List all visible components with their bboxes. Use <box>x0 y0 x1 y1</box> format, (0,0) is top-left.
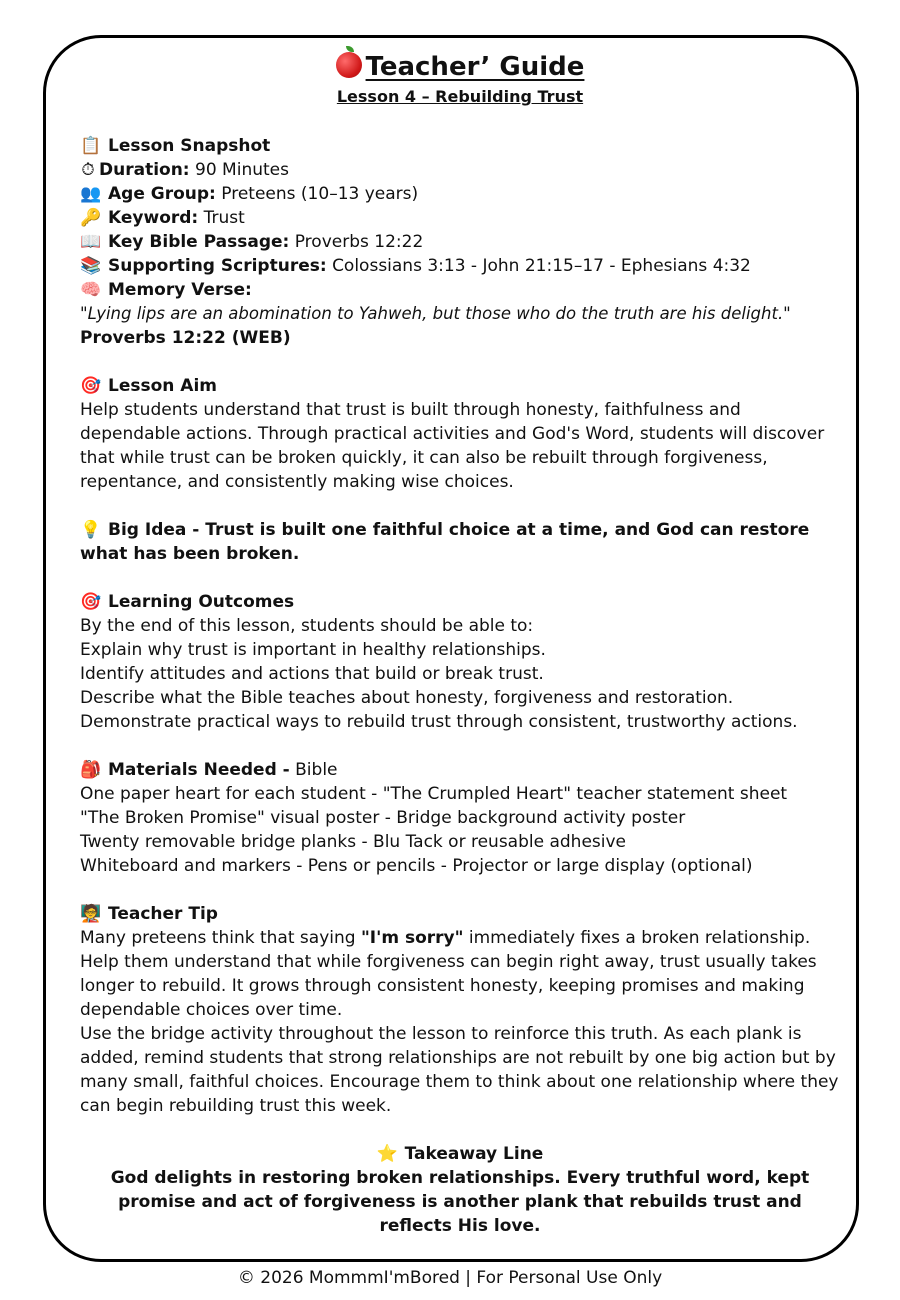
guide-content <box>80 38 840 1238</box>
tip-paragraph-1: Many preteens think that saying "I'm sorry" immediately fixes a broken relationship. Help them understand that while forgiveness can begin right away, trust usually takes longer to rebuild. It grows through consistent honesty, keeping promises and making dependable choices over time. <box>80 928 817 1020</box>
books-icon: 📚 <box>80 256 102 276</box>
copyright-footer: © 2026 MommmI'mBored | For Personal Use Only <box>237 1268 663 1288</box>
title-text: Teacher’ Guide <box>365 52 585 82</box>
guide-card <box>43 35 859 1262</box>
takeaway-text: God delights in restoring broken relationships. Every truthful word, kept promise and act of forgiveness is another plank that rebuilds trust and reflects His love. <box>110 1168 810 1236</box>
target-icon: 🎯 <box>80 592 102 612</box>
keyword-row: 🔑 Keyword: Trust <box>80 208 245 228</box>
clipboard-icon: 📋 <box>80 136 102 156</box>
takeaway-heading: ⭐ Takeaway Line <box>376 1144 544 1164</box>
materials-line: Twenty removable bridge planks - Blu Tack or reusable adhesive <box>80 832 627 852</box>
outcome-item: Demonstrate practical ways to rebuild trust through consistent, trustworthy actions. <box>80 712 798 732</box>
materials-line: One paper heart for each student - "The Crumpled Heart" teacher statement sheet <box>80 784 788 804</box>
lightbulb-icon: 💡 <box>80 520 102 540</box>
materials-line: "The Broken Promise" visual poster - Bridge background activity poster <box>80 808 686 828</box>
passage-row: 📖 Key Bible Passage: Proverbs 12:22 <box>80 232 424 252</box>
big-idea: 💡 Big Idea - Trust is built one faithful choice at a time, and God can restore what has been broken. <box>80 520 810 564</box>
supporting-row: 📚 Supporting Scriptures: Colossians 3:13 - John 21:15–17 - Ephesians 4:32 <box>80 256 751 276</box>
aim-text: Help students understand that trust is built through honesty, faithfulness and dependable actions. Through practical activities and God's Word, students will discover that while trust can be broken quickly, it can also be rebuilt through forgiveness, repentance, and consistently making wise choices. <box>80 400 825 492</box>
brain-icon: 🧠 <box>80 280 102 300</box>
lesson-subtitle: Lesson 4 – Rebuilding Trust <box>336 87 584 106</box>
outcome-item: Explain why trust is important in healthy relationships. <box>80 640 546 660</box>
backpack-icon: 🎒 <box>80 760 102 780</box>
memory-verse-row: 🧠 Memory Verse: <box>80 280 252 300</box>
age-row: 👥 Age Group: Preteens (10–13 years) <box>80 184 419 204</box>
outcomes-heading: 🎯 Learning Outcomes <box>80 592 295 612</box>
duration-row: ⏱ Duration: 90 Minutes <box>81 160 289 180</box>
stopwatch-icon: ⏱ <box>81 160 95 180</box>
aim-heading: 🎯 Lesson Aim <box>80 376 217 396</box>
people-icon: 👥 <box>80 184 102 204</box>
memory-verse-ref: Proverbs 12:22 (WEB) <box>80 328 291 348</box>
tip-paragraph-2: Use the bridge activity throughout the lesson to reinforce this truth. As each plank is added, remind students that strong relationships are not rebuilt by one big action but by many small, faithful choices. Encourage them to think about one relationship where they can begin rebuilding trust this week. <box>80 1024 839 1116</box>
snapshot-heading: 📋 Lesson Snapshot <box>80 136 271 156</box>
materials-line: Whiteboard and markers - Pens or pencils - Projector or large display (optional) <box>80 856 753 876</box>
open-book-icon: 📖 <box>80 232 102 252</box>
teacher-icon: 🧑‍🏫 <box>80 904 102 924</box>
page-title <box>80 50 840 84</box>
memory-verse-text: "Lying lips are an abomination to Yahweh, but those who do the truth are his delight." <box>80 304 791 323</box>
materials-heading: 🎒 Materials Needed - Bible <box>80 760 338 780</box>
tip-heading: 🧑‍🏫 Teacher Tip <box>80 904 218 924</box>
apple-icon <box>336 52 362 78</box>
target-icon: 🎯 <box>80 376 102 396</box>
key-icon: 🔑 <box>80 208 102 228</box>
outcomes-intro: By the end of this lesson, students should be able to: <box>80 616 534 636</box>
outcome-item: Identify attitudes and actions that build or break trust. <box>80 664 544 684</box>
star-icon: ⭐ <box>376 1144 398 1164</box>
outcome-item: Describe what the Bible teaches about honesty, forgiveness and restoration. <box>80 688 734 708</box>
